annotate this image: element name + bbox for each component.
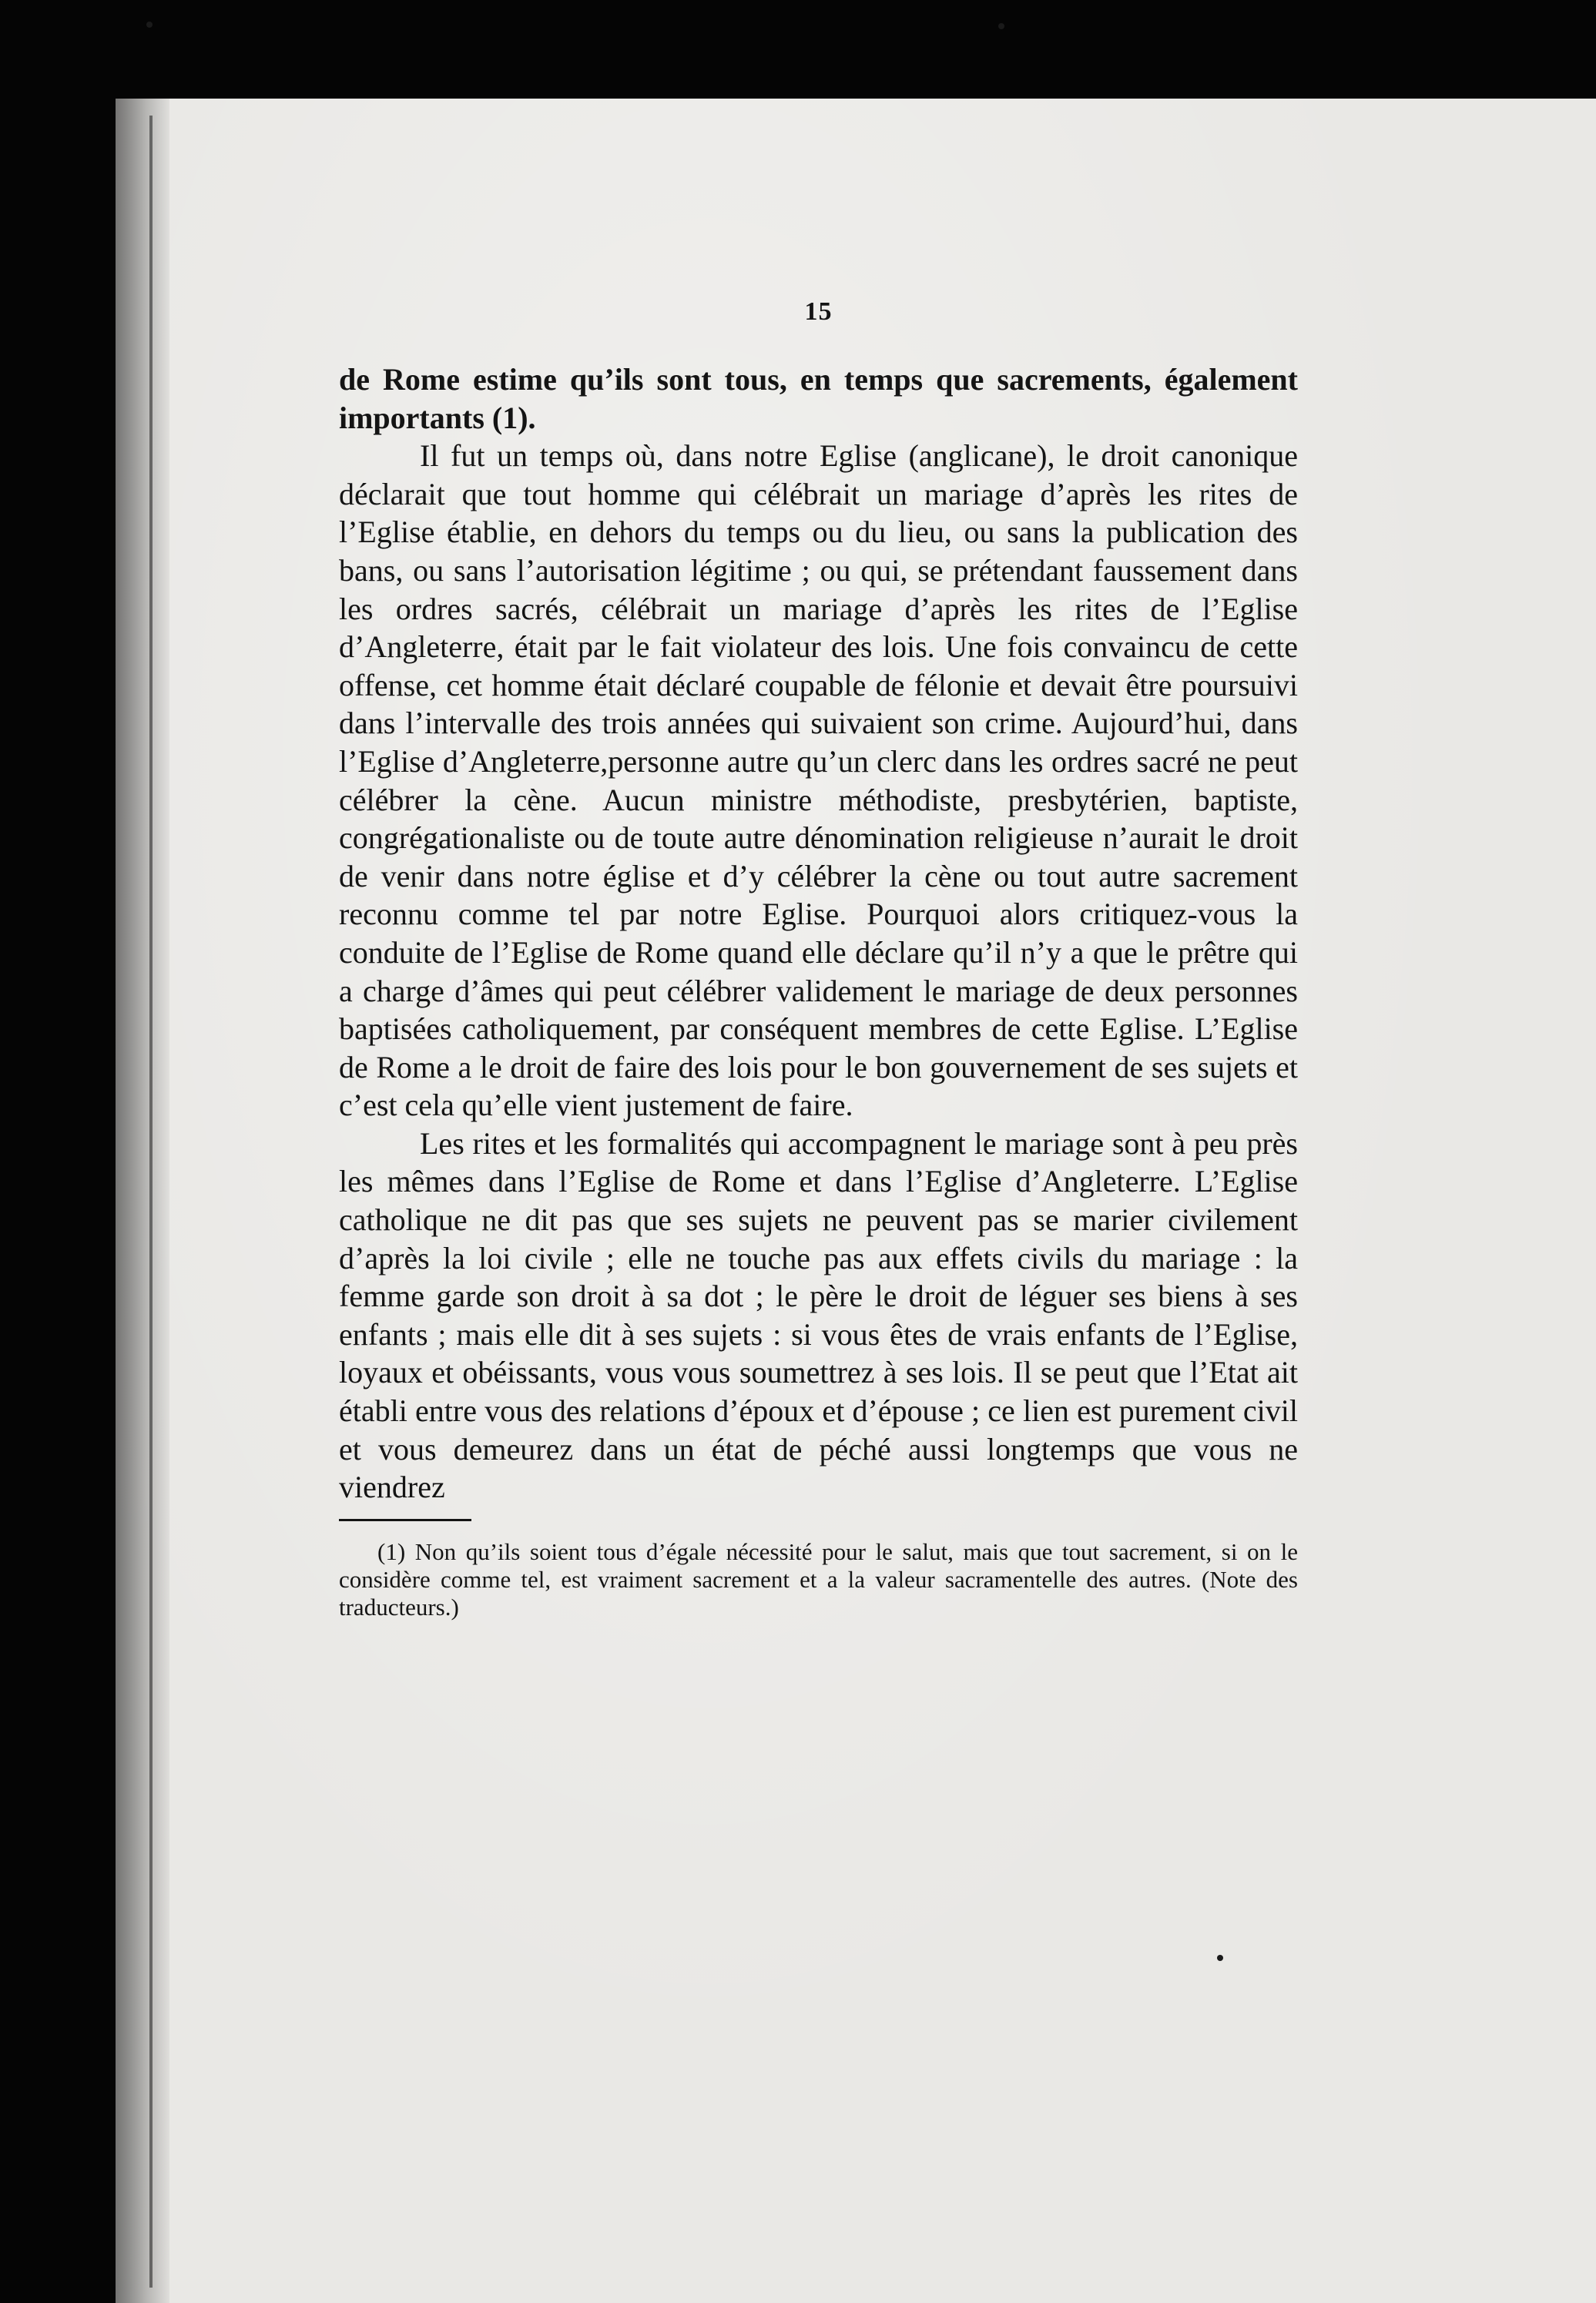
page-fold-line — [149, 116, 153, 2288]
footnote-rule — [339, 1519, 471, 1521]
footnote: (1) Non qu’ils soient tous d’égale nécessité pour le salut, mais que tout sacrement, si on le considère comme tel, est vraiment sacrement et a la valeur sacramentelle des autres. (Note des traducteurs.) — [339, 1537, 1298, 1621]
paragraph-canon-law: Il fut un temps où, dans notre Eglise (anglicane), le droit canonique déclarait que tout homme qui célébrait un mariage d’après les rites de l’Eglise établie, en dehors du temps ou du lieu, ou sans la publication des bans, ou sans l’autorisation légitime ; ou qui, se prétendant faussement dans les ordres sacrés, célébrait un mariage d’après les rites de l’Eglise d’Angleterre, était par le fait violateur des lois. Une fois convaincu de cette offense, cet homme était déclaré coupable de félonie et devait être poursuivi dans l’intervalle des trois années qui suivaient son crime. Aujourd’hui, dans l’Eglise d’Angleterre,personne autre qu’un clerc dans les ordres sacré ne peut célébrer la cène. Aucun ministre méthodiste, presbytérien, baptiste, congrégationaliste ou de toute autre dénomination religieuse n’aurait le droit de venir dans notre église et d’y célébrer la cène ou tout autre sacrement reconnu comme tel par notre Eglise. Pourquoi alors critiquez-vous la conduite de l’Eglise de Rome quand elle déclare qu’il n’y a que le prêtre qui a charge d’âmes qui peut célébrer validement le mariage de deux personnes baptisées catholiquement, par conséquent membres de cette Eglise. L’Eglise de Rome a le droit de faire des lois pour le bon gouvernement de ses sujets et c’est cela qu’elle vient justement de faire. — [339, 438, 1298, 1123]
page-spine-shadow — [116, 99, 169, 2303]
scan-speck — [998, 23, 1004, 29]
scan-speck — [1217, 1955, 1223, 1961]
page-number: 15 — [804, 297, 833, 326]
paragraph-continuation: de Rome estime qu’ils sont tous, en temps que sacrements, également importants (1). — [339, 362, 1298, 435]
paragraph-rites: Les rites et les formalités qui accompagnent le mariage sont à peu près les mêmes dans l’Eglise de Rome et dans l’Eglise d’Angleterre. L’Eglise catholique ne dit pas que ses sujets ne peuvent pas se marier civilement d’après la loi civile ; elle ne touche pas aux effets civils du mariage : la femme garde son droit à sa dot ; le père le droit de léguer ses biens à ses enfants ; mais elle dit à ses sujets : si vous êtes de vrais enfants de l’Eglise, loyaux et obéissants, vous vous soumettrez à ses lois. Il se peut que l’Etat ait établi entre vous des relations d’époux et d’épouse ; ce lien est purement civil et vous demeurez dans un état de péché aussi longtemps que vous ne viendrez — [339, 1125, 1298, 1505]
scan-speck — [146, 22, 153, 28]
page-text-block — [339, 297, 1298, 1621]
